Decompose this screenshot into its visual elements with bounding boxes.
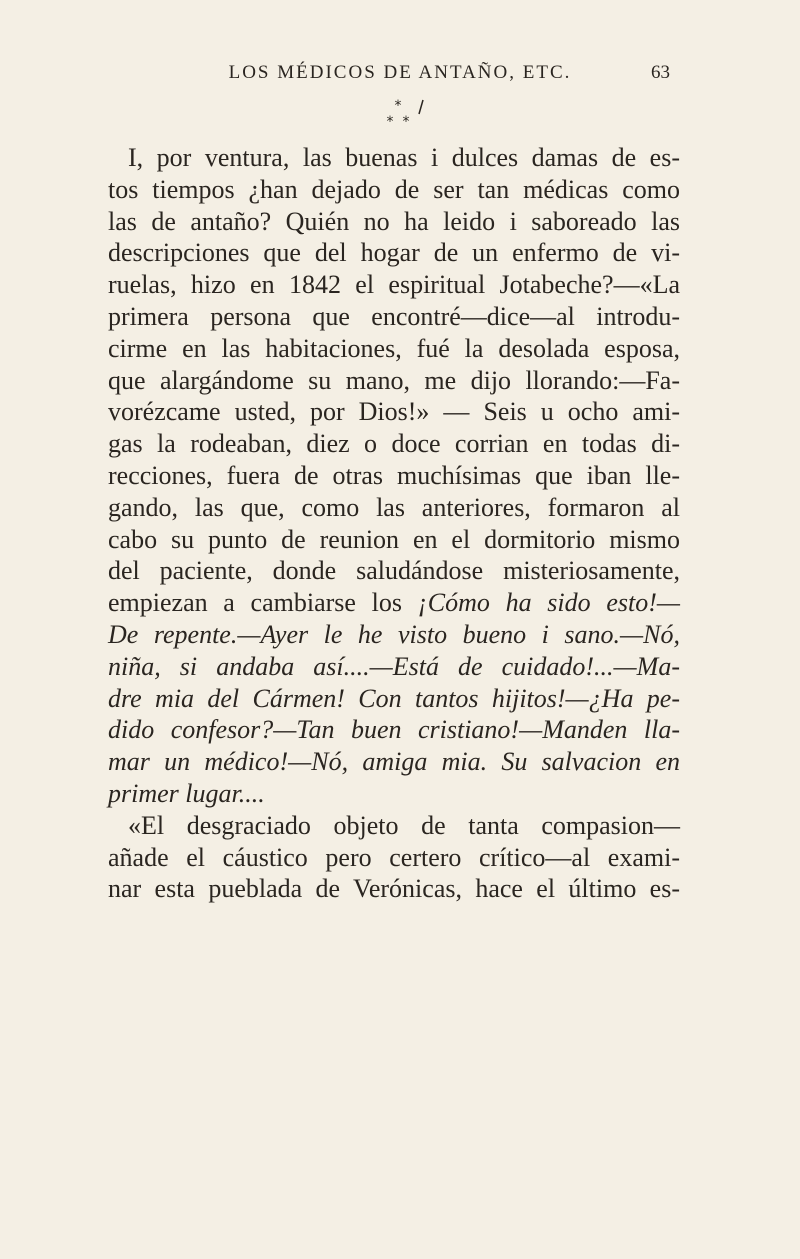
text-line: [108, 365, 680, 397]
svg-text:*: *: [394, 98, 402, 114]
page-number: 63: [651, 62, 670, 83]
text-line: [108, 778, 680, 810]
paragraph: [108, 810, 680, 905]
line-text-italic: mar un médico!—Nó, amiga mia. Su salvacion en: [108, 747, 680, 777]
line-text: I, por ventura, las buenas i dulces damas de es-: [128, 143, 680, 172]
page-header: [0, 62, 800, 90]
text-line: [108, 683, 680, 715]
text-line: [108, 396, 680, 428]
line-text: cabo su punto de reunion en el dormitorio mismo: [108, 524, 680, 554]
svg-text:*: *: [402, 114, 410, 130]
body-text: [108, 142, 680, 905]
text-line: [108, 587, 680, 619]
line-text-italic: dre mia del Cármen! Con tantos hijitos!—¿Ha pe-: [108, 683, 680, 713]
line-text: gando, las que, como las anteriores, formaron al: [108, 492, 680, 522]
text-line: [108, 746, 680, 778]
line-text: nar esta pueblada de Verónicas, hace el último es-: [108, 874, 680, 904]
text-line: [108, 460, 680, 492]
text-line: [108, 492, 680, 524]
paragraph: [108, 142, 680, 810]
line-text: del paciente, donde saludándose misteriosamente,: [108, 556, 680, 586]
text-line: [108, 333, 680, 365]
line-text-italic: De repente.—Ayer le he visto bueno i sano.—Nó,: [108, 619, 680, 649]
running-title: LOS MÉDICOS DE ANTAÑO, ETC.: [228, 62, 572, 83]
line-text: las de antaño? Quién no ha leido i saboreado las: [108, 206, 680, 236]
line-text: descripciones que del hogar de un enfermo de vi-: [108, 238, 680, 268]
text-line: [108, 651, 680, 683]
line-text: añade el cáustico pero certero crítico—al exami-: [108, 842, 680, 872]
text-line: [108, 142, 680, 174]
text-line: [108, 174, 680, 206]
text-line: [108, 842, 680, 874]
asterism-ornament-icon: [360, 96, 440, 136]
line-text-italic: dido confesor?—Tan buen cristiano!—Manden lla-: [108, 715, 680, 745]
line-text: recciones, fuera de otras muchísimas que iban lle-: [108, 460, 680, 490]
line-text: vorézcame usted, por Dios!» — Seis u ocho ami-: [108, 397, 680, 427]
text-line: [108, 555, 680, 587]
text-line: [108, 269, 680, 301]
line-text: «El desgraciado objeto de tanta compasion—: [128, 810, 680, 840]
text-line: [108, 237, 680, 269]
line-text: tos tiempos ¿han dejado de ser tan médicas como: [108, 174, 680, 204]
line-text-italic: primer lugar....: [108, 778, 265, 808]
text-line: [108, 810, 680, 842]
text-line: [108, 619, 680, 651]
text-line: [108, 714, 680, 746]
line-text-italic: niña, si andaba así....—Está de cuidado!...—Ma-: [108, 651, 680, 681]
svg-text:*: *: [386, 114, 394, 130]
text-line: [108, 428, 680, 460]
text-line: [108, 873, 680, 905]
line-text: empiezan a cambiarse los: [108, 588, 418, 618]
text-line: [108, 301, 680, 333]
line-text: que alargándome su mano, me dijo llorando:—Fa-: [108, 365, 680, 395]
line-text: primera persona que encontré—dice—al introdu-: [108, 301, 680, 331]
text-line: [108, 206, 680, 238]
line-text: gas la rodeaban, diez o doce corrian en todas di-: [108, 429, 680, 459]
line-text-italic: ¡Cómo ha sido esto!—: [417, 588, 680, 618]
line-text: ruelas, hizo en 1842 el espiritual Jotabeche?—«La: [108, 270, 680, 300]
text-line: [108, 524, 680, 556]
line-text: cirme en las habitaciones, fué la desolada esposa,: [108, 333, 680, 363]
